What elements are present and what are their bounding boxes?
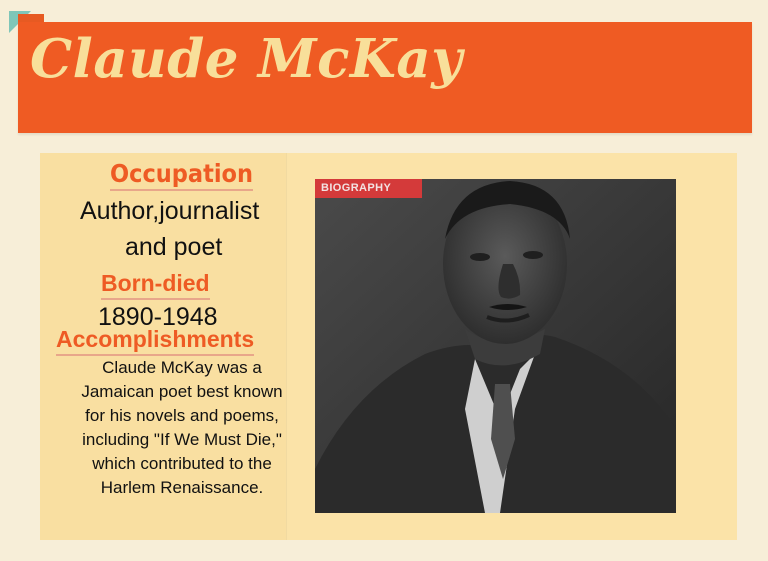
occupation-heading-label: Occupation: [110, 159, 253, 188]
born-died-heading: [101, 270, 210, 300]
portrait-photo: [315, 179, 676, 513]
biography-badge: BIOGRAPHY: [315, 179, 422, 198]
born-died-underline: [101, 298, 210, 300]
accomplishments-line: Jamaican poet best known: [81, 382, 283, 401]
occupation-underline: [110, 189, 253, 191]
occupation-line-2: and poet: [125, 233, 223, 261]
accomplishments-heading: [56, 326, 254, 356]
accomplishments-line: Claude McKay was a: [102, 358, 262, 377]
accomplishments-text: [42, 356, 322, 500]
born-died-heading-label: Born-died: [101, 270, 210, 296]
accomplishments-heading-label: Accomplishments: [56, 326, 255, 352]
accomplishments-line: Harlem Renaissance.: [100, 478, 264, 497]
page-title: Claude McKay: [30, 28, 463, 90]
occupation-line-1: Author,journalist: [80, 197, 260, 225]
accomplishments-line: including "If We Must Die,": [82, 430, 282, 449]
accomplishments-line: for his novels and poems,: [85, 406, 279, 425]
accomplishments-line: which contributed to the: [92, 454, 272, 473]
occupation-heading: [110, 159, 253, 191]
born-died-value: 1890-1948: [98, 303, 218, 331]
